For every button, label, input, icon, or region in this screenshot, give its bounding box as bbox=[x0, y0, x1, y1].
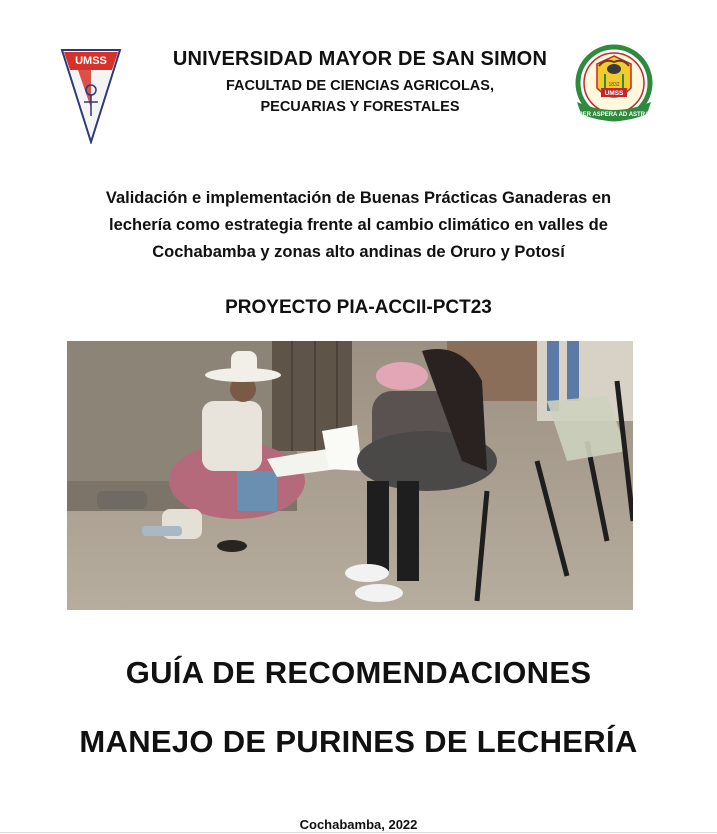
faculty-name-line1: FACULTAD DE CIENCIAS AGRICOLAS, bbox=[226, 78, 494, 94]
cover-photo bbox=[67, 341, 633, 610]
guide-title-line2: MANEJO DE PURINES DE LECHERÍA bbox=[79, 724, 638, 759]
umss-logo-left bbox=[60, 48, 122, 144]
guide-title-line1: GUÍA DE RECOMENDACIONES bbox=[125, 655, 592, 690]
seal-label: UMSS bbox=[604, 90, 624, 97]
left-logo-label: UMSS bbox=[75, 55, 107, 67]
faculty-seal-logo bbox=[575, 44, 653, 126]
page-bottom-rule bbox=[0, 832, 717, 833]
project-title-line: Validación e implementación de Buenas Prácticas Ganaderas en bbox=[105, 189, 612, 207]
seal-year: 1832 bbox=[608, 82, 620, 88]
university-name: UNIVERSIDAD MAYOR DE SAN SIMON bbox=[172, 48, 548, 70]
project-code: PROYECTO PIA-ACCII-PCT23 bbox=[225, 297, 492, 318]
project-title bbox=[40, 185, 677, 266]
project-title-line: Cochabamba y zonas alto andinas de Oruro y Potosí bbox=[152, 243, 565, 261]
seal-motto: PER ASPERA AD ASTRA bbox=[578, 112, 650, 118]
faculty-name-line2: PECUARIAS Y FORESTALES bbox=[260, 99, 460, 115]
place-date: Cochabamba, 2022 bbox=[299, 817, 418, 832]
project-title-line: lechería como estrategia frente al cambio climático en valles de bbox=[109, 216, 608, 234]
